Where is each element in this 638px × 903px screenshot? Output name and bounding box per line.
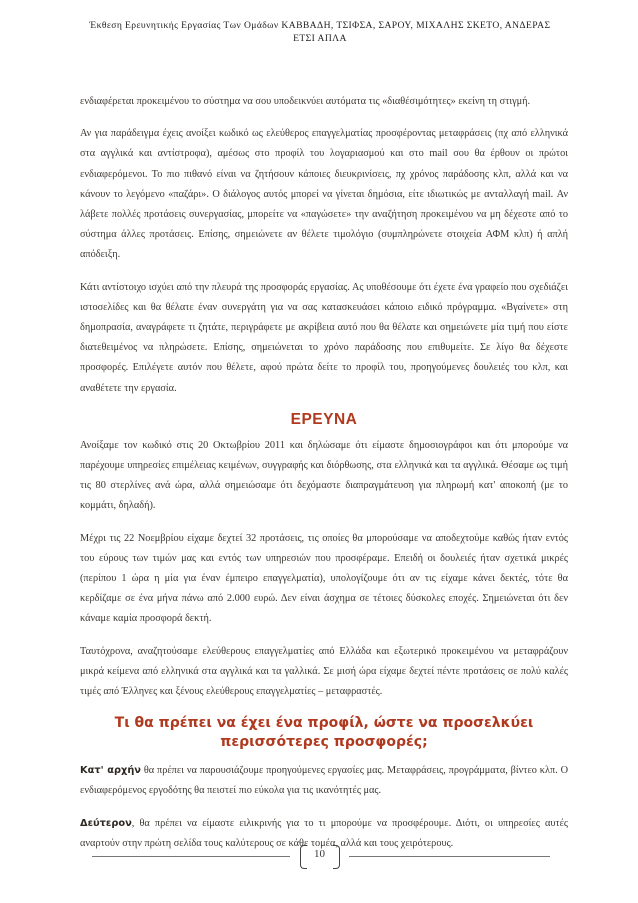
paragraph-1: ενδιαφέρεται προκειμένου το σύστημα να σου υποδεικνύει αυτόματα τις «διαθέσιμότητες» εκείνη τη στιγμή. (80, 96, 531, 107)
header-line-2: ΕΤΣΙ ΑΠΛΑ (293, 32, 347, 44)
running-header (60, 20, 580, 45)
page-body (80, 92, 568, 866)
header-line-1: Έκθεση Ερευνητικής Εργασίας Των Ομάδων ΚΑΒΒΑΔΗ, ΤΣΙΦΣΑ, ΣΑΡΟΥ, ΜΙΧΑΛΗΣ ΣΚΕΤΟ, ΑΝΔΕΡΑΣ (89, 20, 551, 31)
paragraph-5: Μέχρι τις 22 Νοεμβρίου είχαμε δεχτεί 32 προτάσεις, τις οποίες θα μπορούσαμε να αποδεχτούμε καθώς ήταν εντός του εύρους των τιμών μας και εντός των υπηρεσιών που προσφέραμε. Επειδή οι δουλειές ήταν σχετικά μικρές (περίπου 1 ώρα η μία για έναν έμπειρο επαγγελματία), υπολογίζουμε ότι αν τις είχαμε κάνει δεκτές, τότε θα κερδίζαμε σε ένα μήνα πάνω από 2.000 ευρώ. Δεν είναι άσχημα σε τέτοιες δύσκολες εποχές. Σημειώνεται ότι δεν κάναμε καμία προσφορά δεκτή. (80, 532, 568, 625)
footer-rule-right (349, 856, 550, 857)
paragraph-4: Ανοίξαμε τον κωδικό στις 20 Οκτωβρίου 2011 και δηλώσαμε ότι είμαστε δημοσιογράφοι και ότι μπορούμε να παρέχουμε υπηρεσίες επιμέλειας κειμένων, συγγραφής και διόρθωσης, στα ελληνικά και τα αγγλικά. Θέσαμε ως τιμή τις 80 στερλίνες ανά ώρα, αλλά σημειώσαμε ότι δεχόμαστε διαπραγμάτευση για πληρωμή κατ' αποκοπή (με το κομμάτι, δηλαδή). (80, 439, 568, 512)
question-heading: Τι θα πρέπει να έχει ένα προφίλ, ώστε να προσελκύει περισσότερες προσφορές; (114, 715, 534, 751)
paragraph-7 (80, 761, 568, 801)
page-number: 10 (314, 848, 325, 860)
section-heading-research: ΕΡΕΥΝΑ (290, 410, 358, 428)
page-footer (0, 845, 638, 869)
paragraph-6: Ταυτόχρονα, αναζητούσαμε ελεύθερους επαγγελματίες από Ελλάδα και εξωτερικό προκειμένου να μεταφράζουν μικρά κείμενα από ελληνικά στα αγγλικά και τα γαλλικά. Σε μισή ώρα είχαμε δεχτεί πέντε προτάσεις σε πολύ καλές τιμές από Έλληνες και ξένους ελεύθερους επαγγελματίες – μεταφραστές. (80, 645, 568, 698)
paragraph-7-lead: Κατ' αρχήν (80, 765, 141, 777)
paragraph-7-text: θα πρέπει να παρουσιάζουμε προηγούμενες εργασίες μας. Μεταφράσεις, προγράμματα, βίντεο κλπ. Ο ενδιαφερόμενος εργοδότης θα πειστεί πιο εύκολα για τις ικανότητές μας. (80, 765, 569, 797)
paragraph-8-lead: Δεύτερον (80, 817, 132, 829)
paragraph-2: Αν για παράδειγμα έχεις ανοίξει κωδικό ως ελεύθερος επαγγελματίας προσφέροντας μεταφράσεις (πχ από ελληνικά στα αγγλικά και αντίστροφα), αμέσως στο προφίλ του λογαριασμού και στο mail σου θα έρθουν οι πρώτοι ενδιαφερόμενοι. Το πιο πιθανό είναι να ζητήσουν κάποιες διευκρινίσεις, πχ χρόνος παράδοσης κλπ, αλλά και να κάνουν το λεγόμενο «παζάρι». Ο διάλογος αυτός μπορεί να γίνεται δημόσια, είτε ιδιωτικώς με ανταλλαγή mail. Αν λάβετε πολλές προτάσεις συνεργασίας, μπορείτε να «παγώσετε» την αναζήτηση προκειμένου να μη δέχεστε από το σύστημα άλλες προτάσεις. Επίσης, σημειώνετε αν θέλετε τιμολόγιο (συμπληρώνετε στοιχεία ΑΦΜ κλπ) ή απλή απόδειξη. (80, 128, 568, 261)
page-number-bracket-right (333, 845, 340, 869)
paragraph-3: Κάτι αντίστοιχο ισχύει από την πλευρά της προσφοράς εργασίας. Ας υποθέσουμε ότι έχετε ένα γραφείο που σχεδιάζει ιστοσελίδες και θα θέλατε έναν συνεργάτη για να σας κατασκευάσει κάποιο ειδικό πρόγραμμα. «Βγαίνετε» στη δημοπρασία, αναγράφετε τι ζητάτε, περιγράφετε με ακρίβεια αυτό που θα θέλατε και σημειώνετε μία τιμή που είστε διατεθειμένος να πληρώσετε. Επίσης, σημειώνεται το χρόνο παράδοσης που επιθυμείτε. Σε λίγο θα δέχεστε προσφορές. Επιλέγετε αυτόν που θέλετε, αφού πρώτα δείτε το προφίλ του, προηγούμενες δουλειές του κλπ, και αναθέτετε την εργασία. (80, 281, 568, 394)
paragraph-8-text: , θα πρέπει να είμαστε ειλικρινής για το τι μπορούμε να προσφέρουμε. Διότι, οι υπηρεσίες αυτές αναρτούν στην πρώτη σελίδα τους καλύτερους σε κάθε τομέα, αλλά και τους χειρότερους. (80, 817, 568, 849)
footer-rule-left (92, 856, 290, 857)
